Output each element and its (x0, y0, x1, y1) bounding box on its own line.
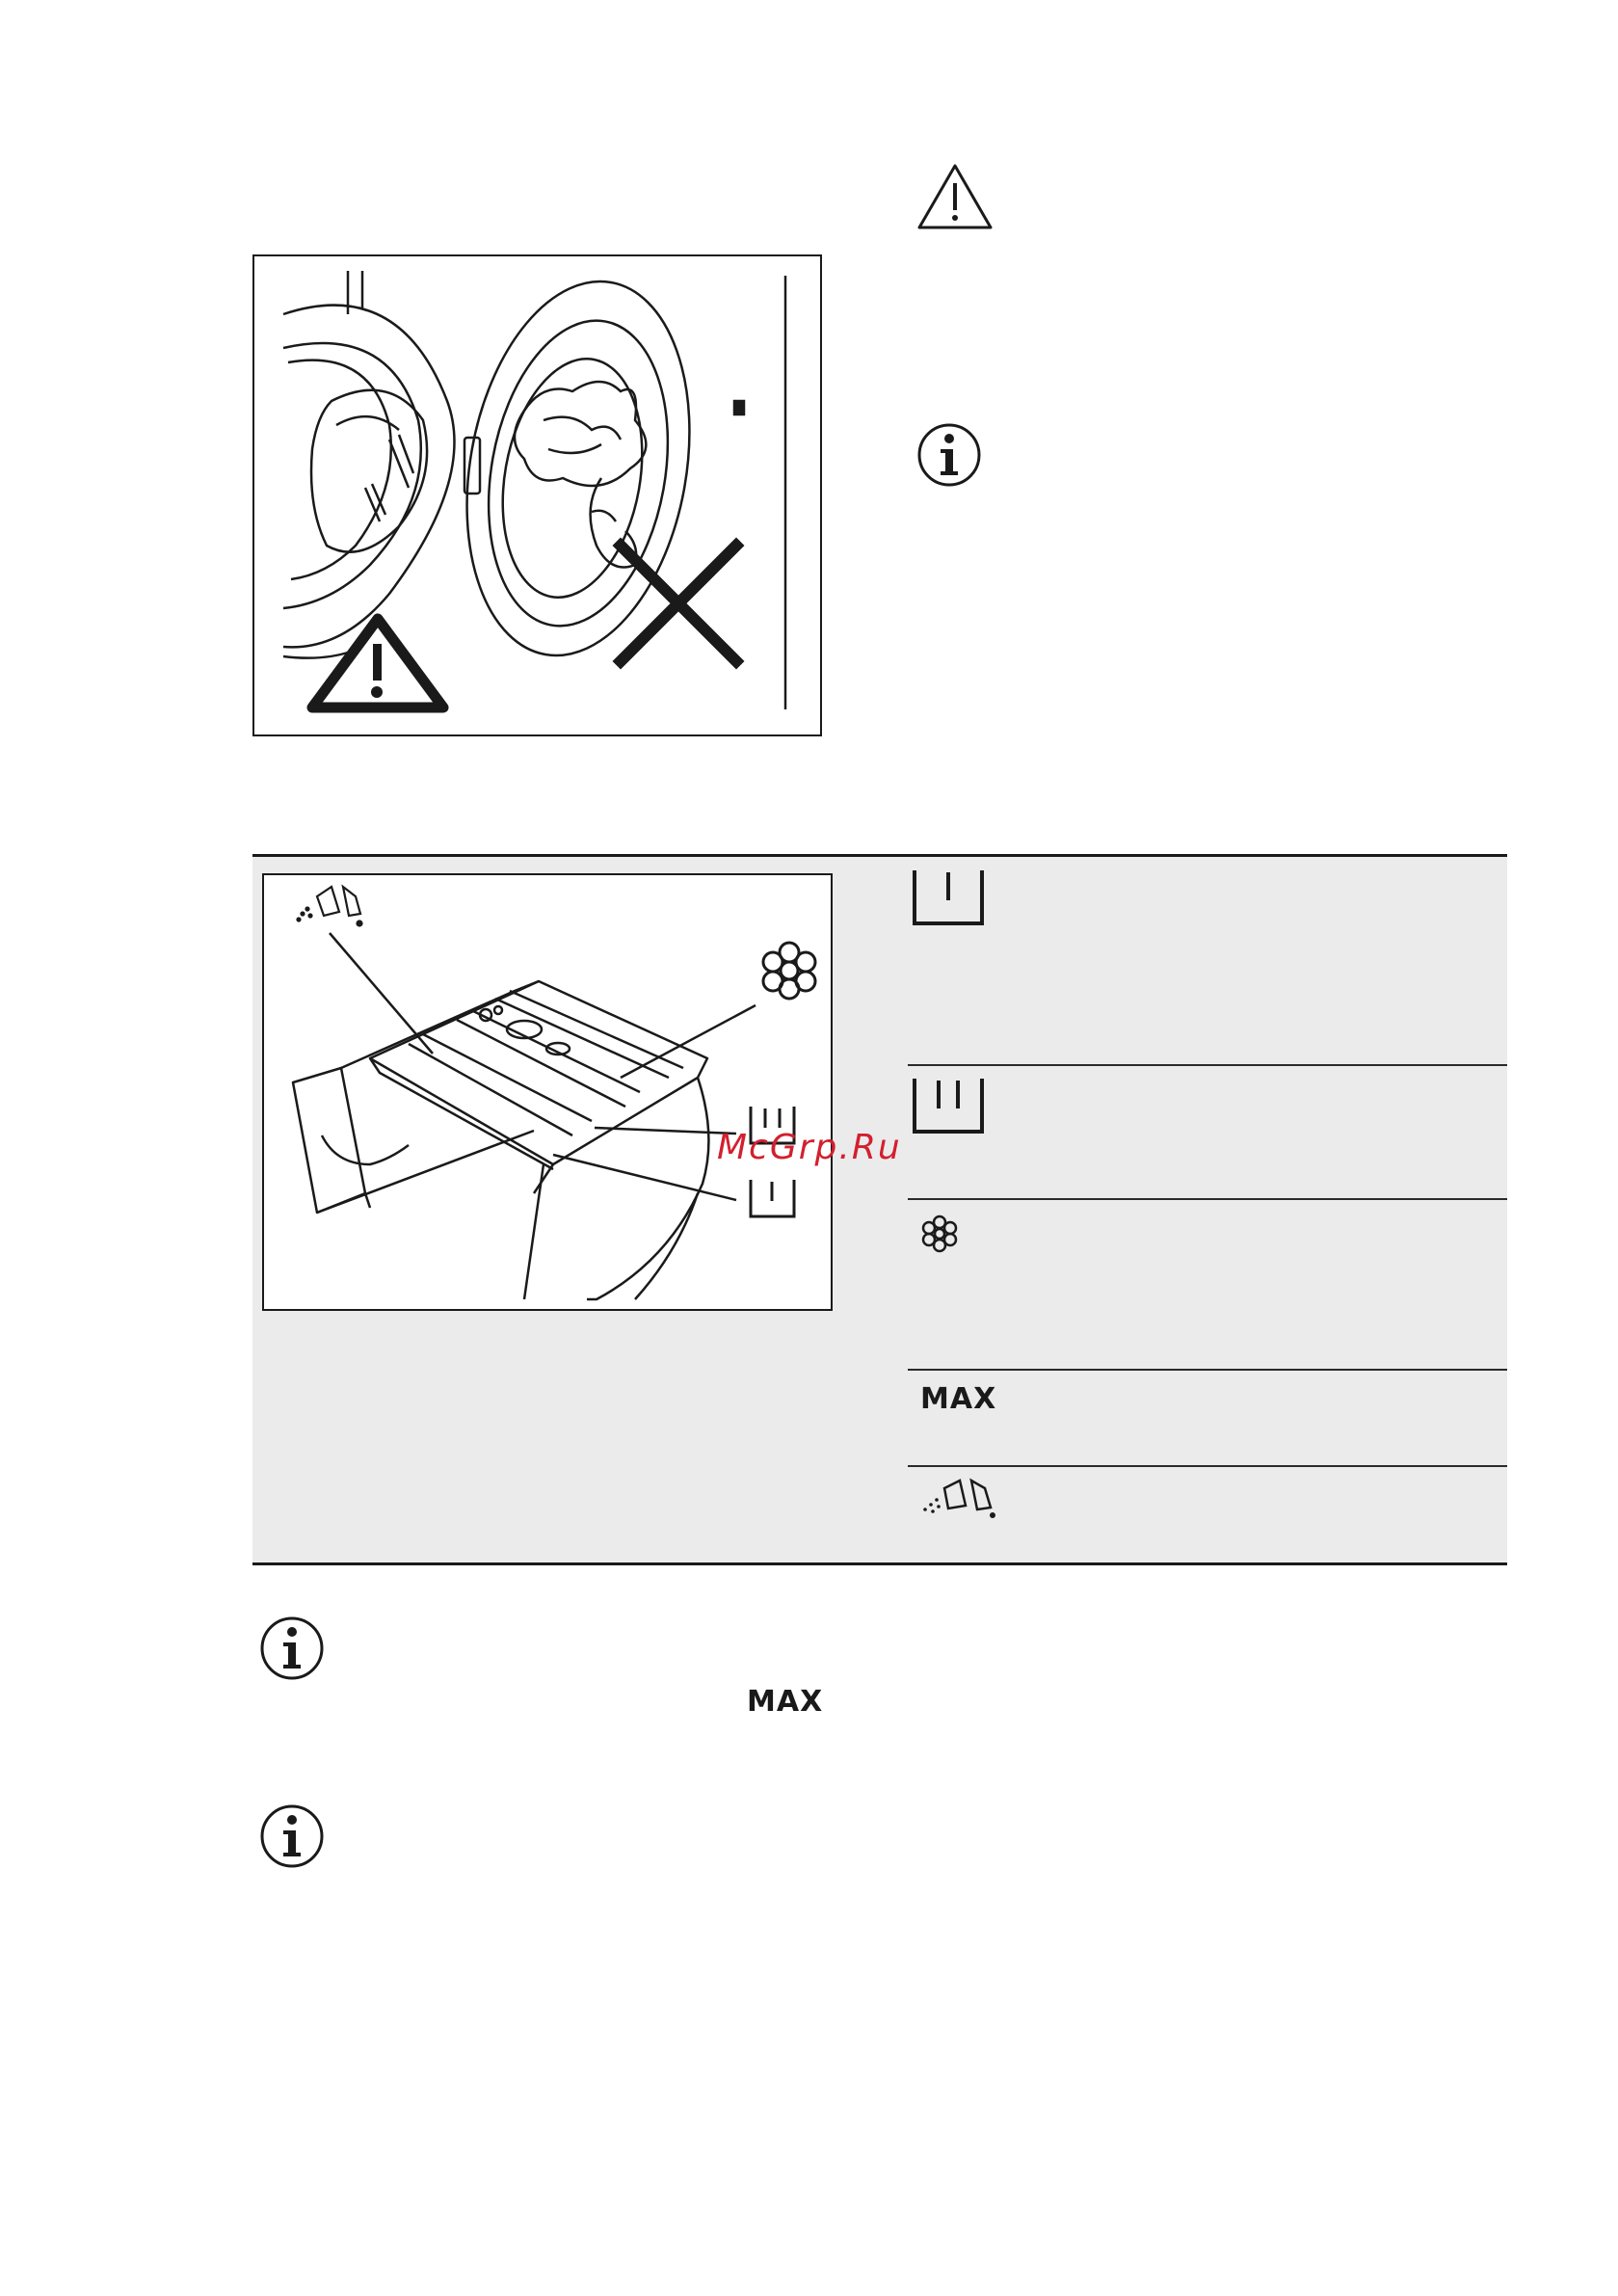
warning-triangle-icon (312, 619, 443, 707)
info-circle-icon (258, 1615, 326, 1682)
prewash-compartment-icon (910, 868, 987, 927)
info-circle-icon (915, 421, 983, 489)
max-row-label: MAX (920, 1382, 997, 1416)
flower-softener-icon (763, 943, 815, 999)
row-divider (908, 1064, 1507, 1066)
washing-machine-door-illustration (254, 256, 820, 734)
softener-compartment-icon (920, 1215, 959, 1253)
max-note-label: MAX (747, 1685, 824, 1719)
info-circle-icon (258, 1802, 326, 1870)
powder-liquid-detergent-icon (917, 1477, 1014, 1520)
dispenser-drawer-figure (262, 873, 833, 1311)
wash-compartment-icon (910, 1076, 987, 1135)
row-divider (908, 1198, 1507, 1200)
single-bar-compartment-icon (751, 1180, 794, 1216)
powder-liquid-detergent-icon (298, 887, 362, 926)
door-illustration-frame (252, 254, 822, 736)
warning-triangle-icon (915, 162, 995, 231)
detergent-drawer-illustration (264, 875, 831, 1309)
row-divider (908, 1369, 1507, 1371)
watermark-text: McGrp.Ru (717, 1128, 902, 1167)
row-divider (908, 1465, 1507, 1467)
